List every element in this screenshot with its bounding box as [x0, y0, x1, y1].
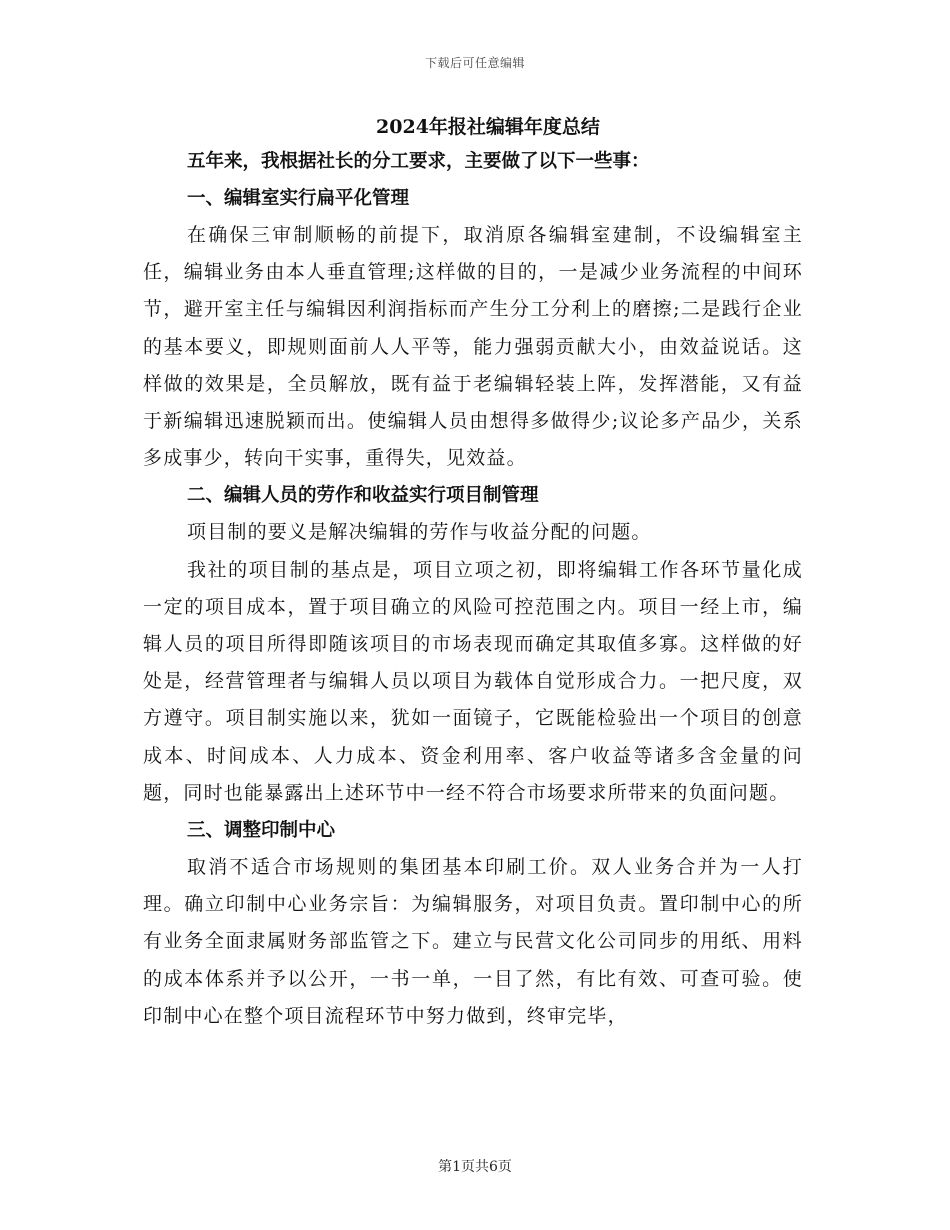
- section-1-paragraph-1: 在确保三审制顺畅的前提下，取消原各编辑室建制，不设编辑室主任，编辑业务由本人垂直管理;这样做的目的，一是减少业务流程的中间环节，避开室主任与编辑因利润指标而产生分工分利上的磨擦;二是践行企业的基本要义，即规则面前人人平等，能力强弱贡献大小，由效益说话。这样做的效果是，全员解放，既有益于老编辑轻装上阵，发挥潜能，又有益于新编辑迅速脱颖而出。使编辑人员由想得多做得少;议论多产品少，关系多成事少，转向干实事，重得失，见效益。: [143, 224, 803, 470]
- section-2-paragraph-1: 项目制的要义是解决编辑的劳作与收益分配的问题。: [187, 521, 652, 544]
- document-body: [143, 111, 803, 1035]
- document-title: 2024年报社编辑年度总结: [376, 116, 600, 138]
- section-2-paragraph-2: 我社的项目制的基点是，项目立项之初，即将编辑工作各环节量化成一定的项目成本，置于项目确立的风险可控范围之内。项目一经上市，编辑人员的项目所得即随该项目的市场表现而确定其取值多寡。这样做的好处是，经营管理者与编辑人员以项目为载体自觉形成合力。一把尺度，双方遵守。项目制实施以来，犹如一面镜子，它既能检验出一个项目的创意成本、时间成本、人力成本、资金利用率、客户收益等诸多含金量的问题，同时也能暴露出上述环节中一经不符合市场要求所带来的负面问题。: [143, 558, 803, 804]
- header-note: 下载后可任意编辑: [424, 56, 525, 70]
- page-number-footer: 第1页共6页: [438, 1159, 512, 1175]
- section-3-paragraph-1: 取消不适合市场规则的集团基本印刷工价。双人业务合并为一人打理。确立印制中心业务宗旨：为编辑服务，对项目负责。置印制中心的所有业务全面隶属财务部监管之下。建立与民营文化公司同步的用纸、用料的成本体系并予以公开，一书一单，一目了然，有比有效、可查可验。使印制中心在整个项目流程环节中努力做到，终审完毕，: [143, 856, 803, 1027]
- section-heading-3: 三、调整印制中心: [187, 820, 336, 842]
- section-heading-2: 二、编辑人员的劳作和收益实行项目制管理: [187, 485, 539, 507]
- section-heading-1: 一、编辑室实行扁平化管理: [187, 188, 410, 209]
- intro-statement: 五年来，我根据社长的分工要求，主要做了以下一些事：: [187, 151, 650, 172]
